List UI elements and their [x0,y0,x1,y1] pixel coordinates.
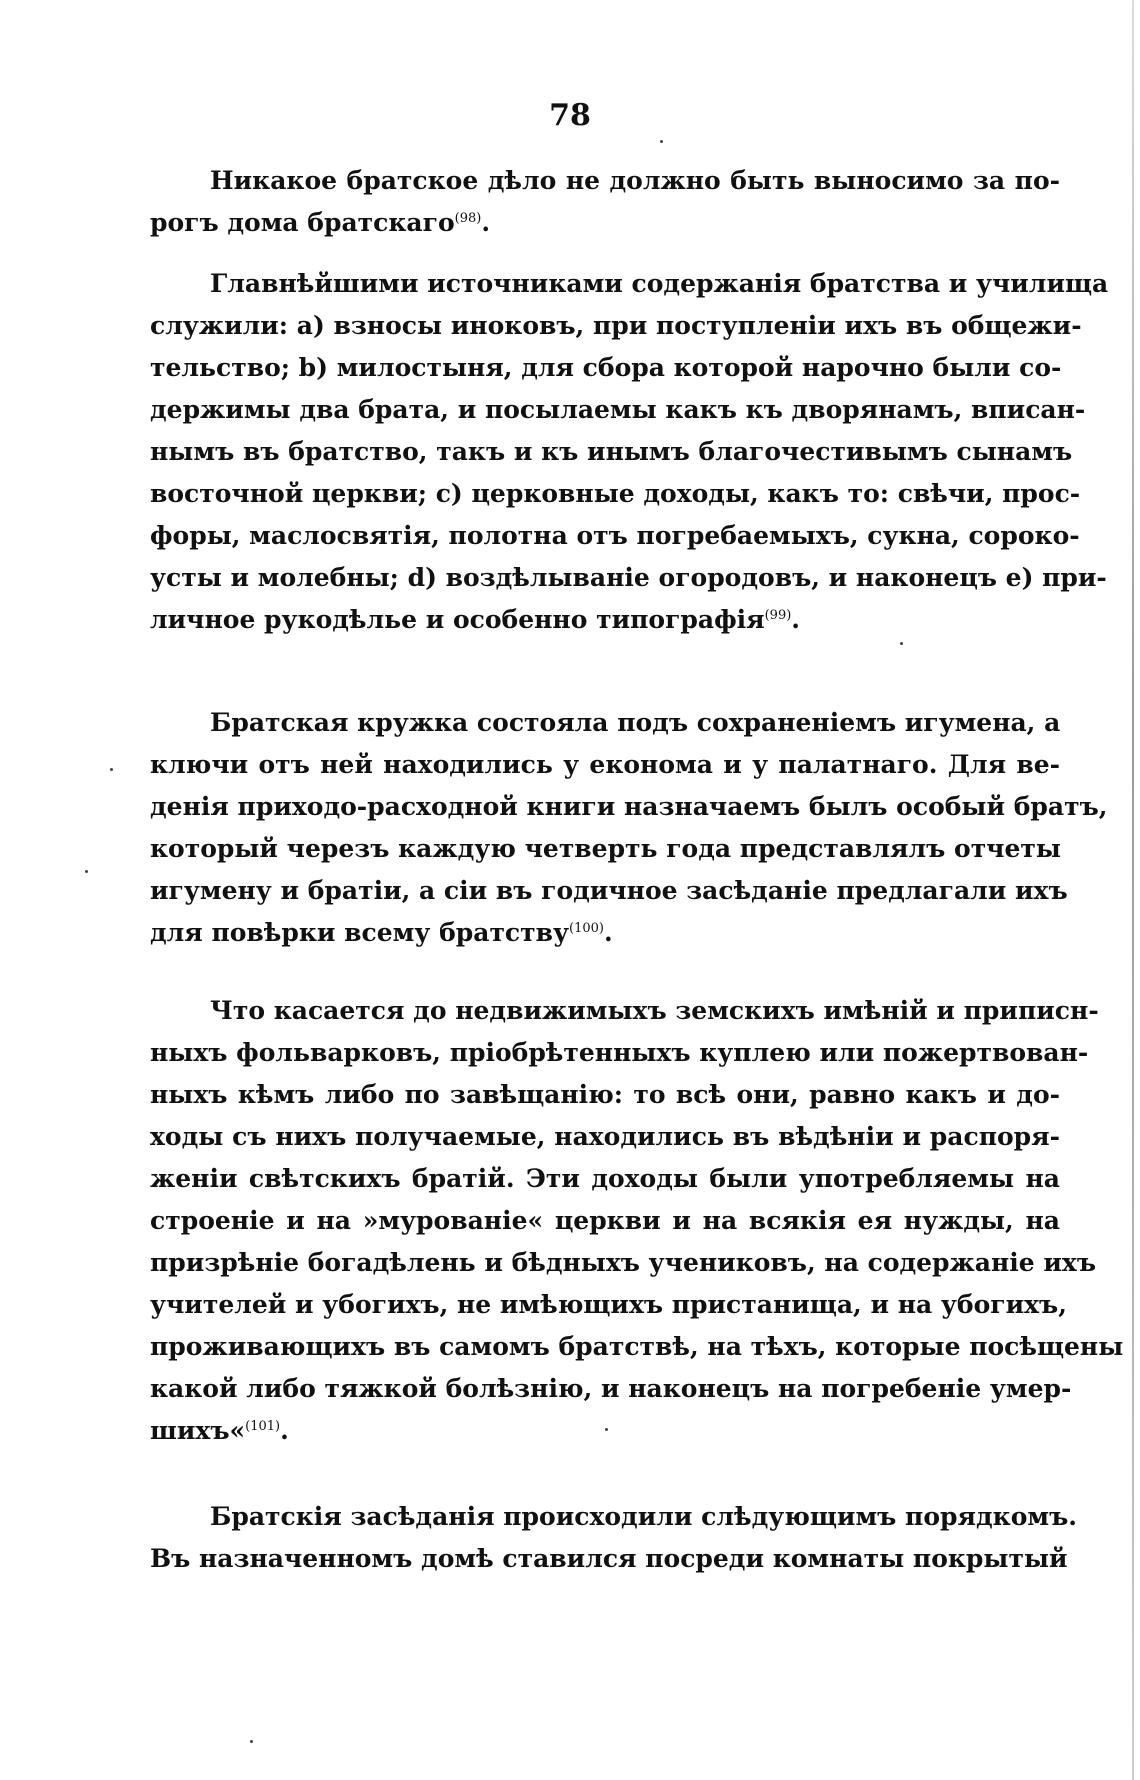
paragraph-1 [150,160,1060,244]
text-line: усты и молебны; d) воздѣлываніе огородовъ, и наконецъ e) при- [150,563,1107,592]
footnote-ref: (99) [764,608,792,623]
text-line: какой либо тяжкой болѣзнію, и наконецъ на погребеніе умер- [150,1374,1072,1403]
text-line: призрѣніе богадѣлень и бѣдныхъ учениковъ, на содержаніе ихъ [150,1248,1097,1277]
text-line: для повѣрки всему братству$^{(100)}$. [150,918,613,947]
scan-speck [250,1740,253,1743]
page-edge-shadow [1132,0,1134,1780]
footnote-ref: (101) [245,1419,281,1434]
text-line: женіи свѣтскихъ братій. Эти доходы были употребляемы на [150,1164,1060,1193]
text-line: игумену и братіи, а сіи въ годичное засѣданіе предлагали ихъ [150,876,1068,905]
text-line: ныхъ кѣмъ либо по завѣщанію: то всѣ они, равно какъ и до- [150,1080,1060,1109]
text-line: строеніе и на »мурованіе« церкви и на всякія ея нужды, на [150,1206,1060,1235]
text-line: восточной церкви; c) церковные доходы, какъ то: свѣчи, прос- [150,479,1081,508]
footnote-ref: (98) [454,211,482,226]
text-line: Въ назначенномъ домѣ ставился посреди комнаты покрытый [150,1544,1068,1573]
text-line: служили: a) взносы иноковъ, при поступленіи ихъ въ общежи- [150,311,1082,340]
text-line: Братскія засѣданія происходили слѣдующимъ порядкомъ. [210,1502,1077,1531]
footnote-ref: (100) [569,921,604,936]
text-line: держимы два брата, и посылаемы какъ къ дворянамъ, вписан- [150,395,1086,424]
text-line: ходы съ нихъ получаемые, находились въ вѣдѣніи и распоря- [150,1122,1060,1151]
scan-speck [900,642,903,645]
text-line: денія приходо-расходной книги назначаемъ былъ особый братъ, [150,792,1108,821]
page-number: 78 [549,98,591,133]
text-line: форы, маслосвятія, полотна отъ погребаемыхъ, сукна, сороко- [150,521,1080,550]
text-line: ныхъ фольварковъ, пріобрѣтенныхъ куплею или пожертвован- [150,1038,1089,1067]
text-line: проживающихъ въ самомъ братствѣ, на тѣхъ, которые посѣщены [150,1332,1124,1361]
scan-speck [660,140,663,143]
text-line: который черезъ каждую четверть года представлялъ отчеты [150,834,1061,863]
text-line: Братская кружка состояла подъ сохраненіемъ игумена, а [210,708,1061,737]
paragraph-3 [150,702,1108,954]
text-line: нымъ въ братство, такъ и къ инымъ благочестивымъ сынамъ [150,437,1073,466]
paragraph-5 [150,1496,1077,1580]
scan-speck [110,768,113,771]
text-line: шихъ«$^{(101)}$. [150,1416,289,1445]
text-line: Что касается до недвижимыхъ земскихъ имѣній и приписн- [210,996,1099,1025]
text-line: Главнѣйшими источниками содержанія братства и училища [210,269,1109,298]
scan-speck [605,1428,608,1431]
paragraph-2 [150,263,1109,641]
text-line: Никакое братское дѣло не должно быть выносимо за по- [210,166,1060,195]
text-line: ключи отъ ней находились у економа и у палатнаго. Для ве- [150,750,1060,779]
text-line: личное рукодѣлье и особенно типографія$^{(99)}$. [150,605,801,634]
text-line: тельство; b) милостыня, для сбора которой нарочно были со- [150,353,1062,382]
paragraph-4 [150,990,1124,1452]
text-line: учителей и убогихъ, не имѣющихъ пристанища, и на убогихъ, [150,1290,1067,1319]
text-line: рогъ дома братскаго$^{(98)}$. [150,208,491,237]
scan-speck [85,870,88,873]
